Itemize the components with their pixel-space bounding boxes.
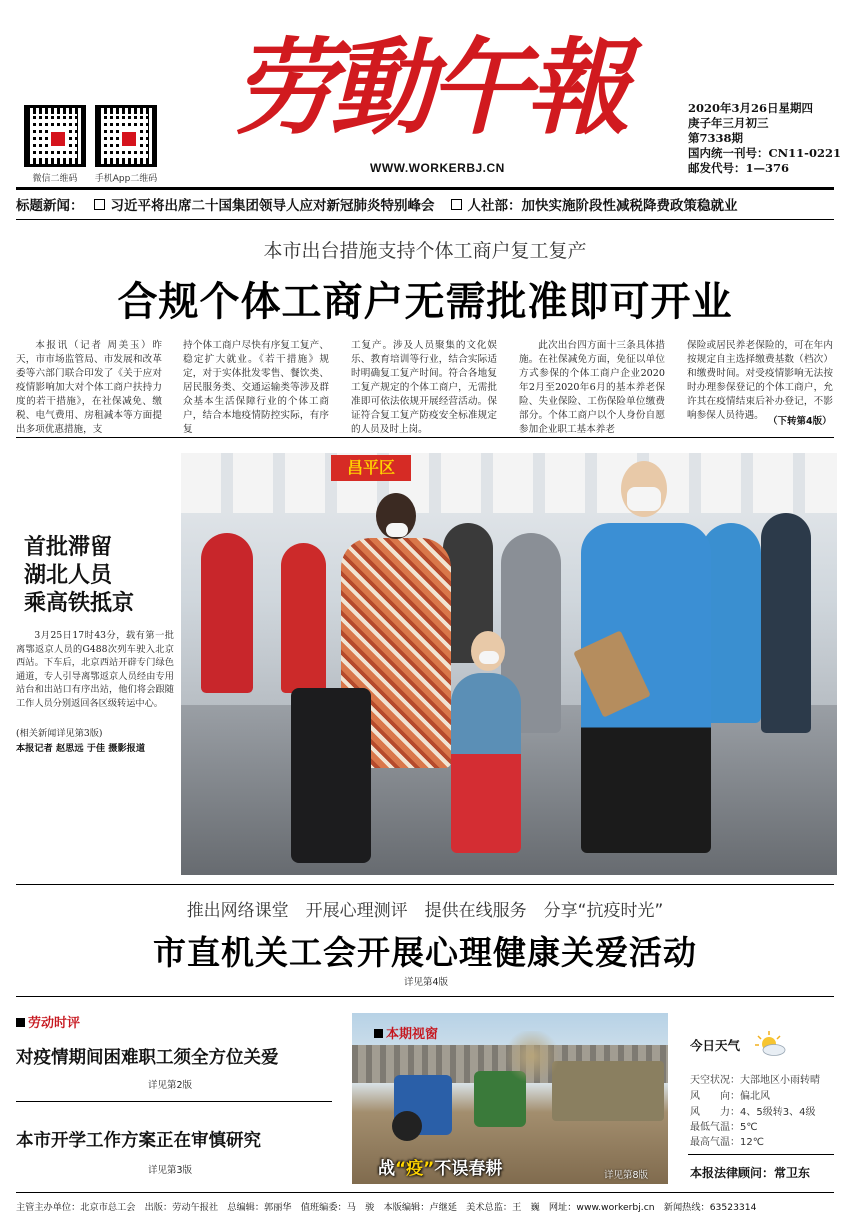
- newspaper-title: 劳動午報: [232, 26, 625, 149]
- photo-story-headline-line: 首批滞留: [24, 535, 113, 560]
- commentary-detail-2[interactable]: 详见第3版: [148, 1165, 193, 1176]
- photo-person: [281, 543, 326, 693]
- second-headline[interactable]: 市直机关工会开展心理健康关爱活动: [153, 933, 697, 972]
- lead-column-4: 此次出台四方面十三条具体措施。在社保减免方面，免征以单位方式参保的个体工商户企业2020年2月至2020年6月的基本养老保险、失业保险、工伤保险单位缴费部分。个体工商户以个人身份自愿参加企业职工基本养老: [519, 340, 665, 435]
- photo-story-body: 3月25日17时43分，载有第一批离鄂返京人员的G488次列车驶入北京西站。下车后，北京西站开辟专门绿色通道，专人引导离鄂返京人员经由专用站台和出站口有序出站，他们将会跟随工作人员分别返回各区级转运中心。: [16, 630, 174, 709]
- lead-column-2: 持个体工商户尽快有序复工复产、稳定扩大就业。《若干措施》规定，对于实体批发零售、餐饮类、居民服务类、交通运输类等涉及群众基本生活保障行业的个体工商户，结合本地疫情防控实际，有序复: [183, 340, 329, 435]
- feature-photo-caption: [378, 1154, 502, 1179]
- commentary-headline-2[interactable]: 本市开学工作方案正在审慎研究: [16, 1131, 261, 1151]
- headline-bar-label: 标题新闻：: [16, 198, 84, 214]
- app-qr-code[interactable]: [95, 105, 157, 167]
- photo-suitcase: [291, 688, 371, 863]
- photo-mask: [627, 487, 661, 511]
- commentary-label: [16, 1012, 80, 1031]
- footer-rule: [16, 1192, 834, 1193]
- issue-cn-number: 国内统一刊号：CN11-0221: [688, 146, 841, 160]
- weather-high-temp: 最高气温：12℃: [690, 1137, 764, 1148]
- lead-column-1: 本报讯（记者 周美玉）昨天，市市场监管局、市发展和改革委等六部门联合印发了《关于应对疫情影响加大对个体工商户扶持力度的若干措施》，在社保减免、缴税、电气费用、房租减本等方面提出多项优惠措施，支: [16, 340, 162, 435]
- photo-story-credit: 本报记者 赵思远 于佳 摄影报道: [16, 743, 146, 754]
- lead-story-rule: [16, 437, 834, 438]
- photo-rule: [16, 884, 834, 885]
- feature-photo-label: [374, 1023, 438, 1042]
- lead-kicker: 本市出台措施支持个体工商户复工复产: [263, 240, 587, 262]
- train-station-photo[interactable]: [181, 453, 837, 875]
- second-kicker: 推出网络课堂 开展心理测评 提供在线服务 分享“抗疫时光”: [186, 901, 664, 921]
- headline-bar: [16, 193, 834, 215]
- photo-story-headline-line: 乘高铁抵京: [24, 591, 135, 616]
- commentary-divider: [16, 1101, 332, 1102]
- photo-child: [451, 673, 521, 853]
- photo-person: [761, 513, 811, 733]
- issue-postal-code: 邮发代号：1—376: [688, 161, 790, 175]
- headline-link-1[interactable]: 习近平将出席二十国集团领导人应对新冠肺炎特别峰会: [110, 198, 435, 214]
- weather-title: 今日天气: [690, 1038, 741, 1053]
- issue-date: 2020年3月26日星期四: [688, 101, 814, 115]
- checkbox-icon: [451, 199, 462, 210]
- photo-mask: [479, 651, 499, 664]
- weather-wind-force: 风 力：4、5级转3、4级: [690, 1107, 816, 1118]
- weather-divider: [688, 1154, 834, 1155]
- photo-mask: [386, 523, 408, 537]
- lead-column-5: 保险或居民养老保险的，可在年内按规定自主选择缴费基数（档次）和缴费时间。对受疫情影响无法按时办理参保登记的个体工商户，允许其在疫情结束后补办登记，不影响参保人员待遇。: [687, 340, 833, 421]
- feature-caption-quote: “疫”: [395, 1159, 435, 1179]
- wechat-qr-code[interactable]: [24, 105, 86, 167]
- photo-story-headline-line: 湖北人员: [24, 563, 113, 588]
- app-qr-caption: 手机App二维码: [94, 174, 158, 184]
- legal-counsel: 本报法律顾问：常卫东: [690, 1166, 811, 1180]
- second-story-rule: [16, 996, 834, 997]
- photo-story-headline[interactable]: [24, 534, 174, 618]
- issue-info: [688, 101, 841, 176]
- footer-info: 主管主办单位：北京市总工会 出版：劳动午报社 总编辑：郭丽华 值班编委：马 骏 本版编辑：卢继延 美术总监：王 巍 网址：www.workerbj.cn 新闻热线：63523314: [16, 1202, 757, 1213]
- lead-column-3: 工复产。涉及人员聚集的文化娱乐、教育培训等行业，结合实际适时明确复工复产时间。符合各地复工复产规定的个体工商户，无需批准即可依法依规开展经营活动。保证符合复工复产防疫安全标准规定的人员及时上岗。: [351, 340, 497, 435]
- photo-tractor-wheel: [392, 1111, 422, 1141]
- masthead-rule: [16, 187, 834, 190]
- feature-caption-part: 战: [378, 1159, 395, 1179]
- feature-photo-label-text: 本期视窗: [386, 1027, 439, 1042]
- square-bullet-icon: [16, 1018, 25, 1027]
- issue-number: 第7338期: [688, 131, 744, 145]
- photo-grain-spray: [502, 1031, 562, 1081]
- headline-bar-rule: [16, 219, 834, 220]
- photo-person: [201, 533, 253, 693]
- second-story-detail[interactable]: 详见第4版: [404, 977, 449, 988]
- commentary-headline-1[interactable]: 对疫情期间困难职工须全方位关爱: [16, 1048, 279, 1068]
- commentary-detail-1[interactable]: 详见第2版: [148, 1080, 193, 1091]
- wechat-qr-caption: 微信二维码: [32, 174, 78, 184]
- feature-photo-detail[interactable]: 详见第8版: [604, 1170, 649, 1181]
- sun-cloud-icon: [752, 1030, 786, 1056]
- district-banner: 昌平区: [331, 455, 411, 481]
- photo-ceiling: [181, 453, 837, 513]
- turn-to-page[interactable]: （下转第4版）: [768, 416, 832, 427]
- photo-trailer: [552, 1061, 664, 1121]
- newspaper-url[interactable]: WWW.WORKERBJ.CN: [370, 161, 505, 175]
- weather-low-temp: 最低气温：5℃: [690, 1122, 758, 1133]
- issue-lunar-date: 庚子年三月初三: [688, 116, 769, 130]
- feature-caption-part: 不误春耕: [434, 1159, 503, 1179]
- checkbox-icon: [94, 199, 105, 210]
- commentary-label-text: 劳动时评: [28, 1016, 81, 1031]
- headline-link-2[interactable]: 人社部：加快实施阶段性减税降费政策稳就业: [467, 198, 738, 214]
- weather-sky: 天空状况：大部地区小雨转晴: [690, 1075, 820, 1086]
- square-bullet-icon: [374, 1029, 383, 1038]
- weather-wind-direction: 风 向：偏北风: [690, 1091, 770, 1102]
- photo-story-reference[interactable]: (相关新闻详见第3版): [16, 728, 103, 739]
- lead-headline[interactable]: 合规个体工商户无需批准即可开业: [117, 279, 733, 325]
